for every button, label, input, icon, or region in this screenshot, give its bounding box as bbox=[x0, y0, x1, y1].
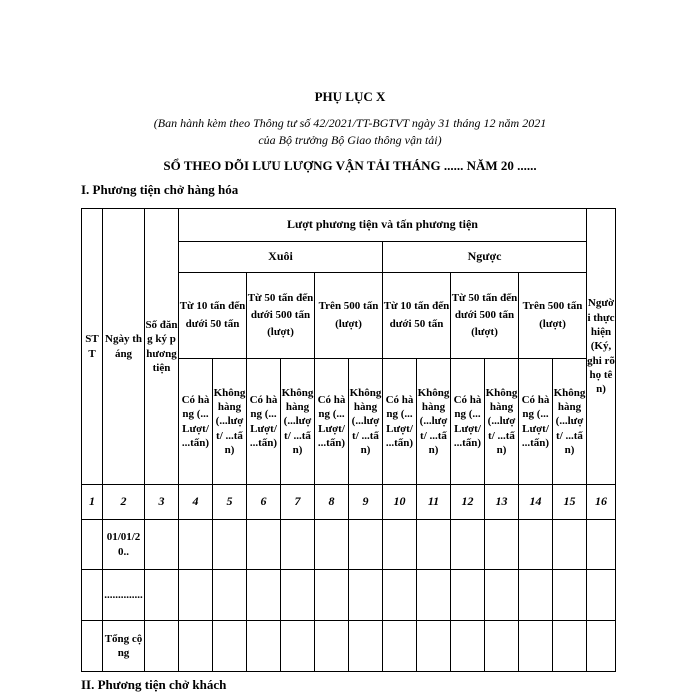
column-number: 2 bbox=[103, 485, 145, 520]
header-down-over-500: Trên 500 tấn (lượt) bbox=[315, 273, 383, 359]
traffic-log-table bbox=[81, 208, 616, 672]
header-down-10-50: Từ 10 tấn đến dưới 50 tấn bbox=[179, 273, 247, 359]
header-laden: Có hàng (...Lượt/ ...tấn) bbox=[179, 359, 213, 485]
column-number: 13 bbox=[485, 485, 519, 520]
table-cell bbox=[247, 570, 281, 621]
table-cell bbox=[349, 621, 383, 672]
column-number: 10 bbox=[383, 485, 417, 520]
section-heading-cargo: I. Phương tiện chở hàng hóa bbox=[81, 182, 239, 197]
header-up-10-50: Từ 10 tấn đến dưới 50 tấn bbox=[383, 273, 451, 359]
table-cell bbox=[179, 570, 213, 621]
issuance-note-line-2: của Bộ trưởng Bộ Giao thông vận tải) bbox=[258, 133, 442, 147]
table-cell bbox=[383, 621, 417, 672]
column-number-row bbox=[82, 485, 616, 520]
table-cell bbox=[383, 520, 417, 570]
column-number: 12 bbox=[451, 485, 485, 520]
column-number: 6 bbox=[247, 485, 281, 520]
table-cell bbox=[451, 621, 485, 672]
header-laden: Có hàng (...Lượt/ ...tấn) bbox=[247, 359, 281, 485]
table-cell bbox=[349, 520, 383, 570]
table-cell bbox=[417, 621, 451, 672]
column-number: 11 bbox=[417, 485, 451, 520]
table-cell bbox=[213, 570, 247, 621]
table-cell bbox=[145, 520, 179, 570]
table-cell bbox=[519, 621, 553, 672]
main-heading: SỔ THEO DÕI LƯU LƯỢNG VẬN TẢI THÁNG ...... NĂM 20 ...... bbox=[163, 158, 537, 173]
table-cell bbox=[485, 570, 519, 621]
table-cell bbox=[553, 570, 587, 621]
header-empty: Không hàng (...lượt/ ...tấn) bbox=[281, 359, 315, 485]
date-cell: 01/01/20.. bbox=[103, 520, 145, 570]
header-laden: Có hàng (...Lượt/ ...tấn) bbox=[519, 359, 553, 485]
header-down-50-500: Từ 50 tấn đến dưới 500 tấn (lượt) bbox=[247, 273, 315, 359]
page-title: PHỤ LỤC X bbox=[314, 89, 386, 104]
header-upstream: Ngược bbox=[383, 242, 587, 273]
column-number: 9 bbox=[349, 485, 383, 520]
header-date: Ngày tháng bbox=[103, 209, 145, 485]
table-cell bbox=[519, 520, 553, 570]
table-cell bbox=[485, 621, 519, 672]
header-up-over-500: Trên 500 tấn (lượt) bbox=[519, 273, 587, 359]
table-cell bbox=[315, 520, 349, 570]
header-laden: Có hàng (...Lượt/ ...tấn) bbox=[315, 359, 349, 485]
header-laden: Có hàng (...Lượt/ ...tấn) bbox=[383, 359, 417, 485]
table-cell bbox=[145, 570, 179, 621]
table-cell bbox=[417, 520, 451, 570]
table-cell bbox=[281, 570, 315, 621]
table-cell bbox=[587, 621, 616, 672]
table-cell bbox=[281, 520, 315, 570]
table-cell bbox=[247, 621, 281, 672]
table-row bbox=[82, 570, 616, 621]
table-cell bbox=[587, 520, 616, 570]
table-cell bbox=[349, 570, 383, 621]
table-cell bbox=[213, 621, 247, 672]
table-cell bbox=[485, 520, 519, 570]
table-cell bbox=[553, 520, 587, 570]
table-cell bbox=[281, 621, 315, 672]
column-number: 16 bbox=[587, 485, 616, 520]
header-executor: Người thực hiện (Ký, ghi rõ họ tên) bbox=[587, 209, 616, 485]
header-empty: Không hàng (...lượt/ ...tấn) bbox=[213, 359, 247, 485]
table-cell bbox=[417, 570, 451, 621]
header-stt: STT bbox=[82, 209, 103, 485]
issuance-note-line-1: (Ban hành kèm theo Thông tư số 42/2021/TT-BGTVT ngày 31 tháng 12 năm 2021 bbox=[153, 116, 547, 130]
table-cell bbox=[587, 570, 616, 621]
column-number: 8 bbox=[315, 485, 349, 520]
column-number: 5 bbox=[213, 485, 247, 520]
table-cell bbox=[247, 520, 281, 570]
table-cell bbox=[213, 520, 247, 570]
total-label-cell: Tổng cộng bbox=[103, 621, 145, 672]
total-row bbox=[82, 621, 616, 672]
header-laden: Có hàng (...Lượt/ ...tấn) bbox=[451, 359, 485, 485]
table-cell bbox=[82, 621, 103, 672]
table-cell bbox=[451, 570, 485, 621]
column-number: 7 bbox=[281, 485, 315, 520]
column-number: 3 bbox=[145, 485, 179, 520]
header-empty: Không hàng (...lượt/ ...tấn) bbox=[553, 359, 587, 485]
table-cell bbox=[553, 621, 587, 672]
table-cell bbox=[82, 520, 103, 570]
table-cell bbox=[315, 570, 349, 621]
column-number: 14 bbox=[519, 485, 553, 520]
header-up-50-500: Từ 50 tấn đến dưới 500 tấn (lượt) bbox=[451, 273, 519, 359]
table-cell bbox=[519, 570, 553, 621]
table-cell bbox=[315, 621, 349, 672]
table-cell bbox=[82, 570, 103, 621]
table-cell bbox=[145, 621, 179, 672]
header-empty: Không hàng (...lượt/ ...tấn) bbox=[485, 359, 519, 485]
header-empty: Không hàng (...lượt/ ...tấn) bbox=[417, 359, 451, 485]
header-downstream: Xuôi bbox=[179, 242, 383, 273]
column-number: 4 bbox=[179, 485, 213, 520]
table-cell bbox=[179, 621, 213, 672]
table-cell bbox=[179, 520, 213, 570]
header-vessel-trips-and-tonnage: Lượt phương tiện và tấn phương tiện bbox=[179, 209, 587, 242]
header-registration-number: Số đăng ký phương tiện bbox=[145, 209, 179, 485]
table-cell bbox=[383, 570, 417, 621]
section-heading-passenger: II. Phương tiện chở khách bbox=[81, 677, 227, 692]
column-number: 15 bbox=[553, 485, 587, 520]
column-number: 1 bbox=[82, 485, 103, 520]
table-cell bbox=[451, 520, 485, 570]
header-empty: Không hàng (...lượt/ ...tấn) bbox=[349, 359, 383, 485]
table-row bbox=[82, 520, 616, 570]
continuation-dots-cell: .............. bbox=[103, 570, 145, 621]
